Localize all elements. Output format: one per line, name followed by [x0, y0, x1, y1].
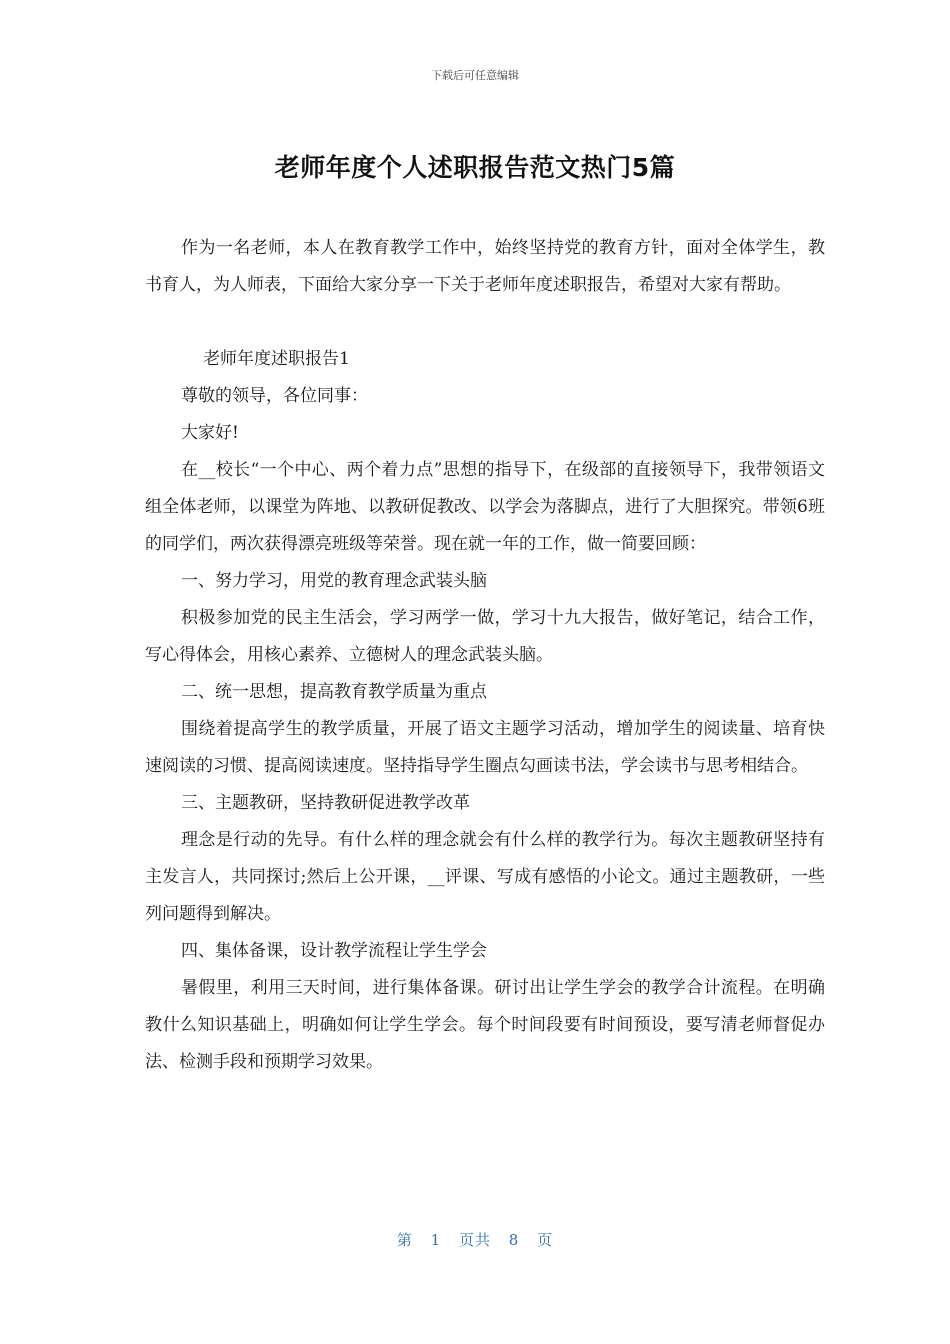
body-paragraph: 在__校长“一个中心、两个着力点”思想的指导下，在级部的直接领导下，我带领语文组全体老师，以课堂为阵地、以教研促教改、以学会为落脚点，进行了大胆探究。带领6班的同学们，两次获得漂亮班级等荣誉。现在就一年的工作，做一简要回顾：: [145, 460, 825, 554]
page-footer: [0, 1229, 950, 1250]
greeting: 大家好!: [181, 423, 239, 443]
footer-page-number: 1: [430, 1231, 442, 1249]
body-paragraph: 理念是行动的先导。有什么样的理念就会有什么样的教学行为。每次主题教研坚持有主发言人，共同探讨;然后上公开课，__评课、写成有感悟的小论文。通过主题教研，一些列问题得到解决。: [145, 830, 825, 924]
body-paragraph: 积极参加党的民主生活会，学习两学一做，学习十九大报告，做好笔记，结合工作，写心得体会，用核心素养、立德树人的理念武装头脑。: [145, 608, 825, 665]
section-spacer: [145, 304, 825, 341]
footer-middle: 页共: [458, 1231, 491, 1249]
document-body: [145, 230, 825, 1081]
section-heading: 三、主题教研，坚持教研促进教学改革: [181, 793, 470, 813]
body-paragraph: 围绕着提高学生的教学质量，开展了语文主题学习活动，增加学生的阅读量、培育快速阅读的习惯、提高阅读速度。坚持指导学生圈点勾画读书法，学会读书与思考相结合。: [145, 719, 825, 776]
salutation: 尊敬的领导，各位同事：: [181, 386, 368, 406]
body-paragraph: 暑假里，利用三天时间，进行集体备课。研讨出让学生学会的教学合计流程。在明确教什么知识基础上，明确如何让学生学会。每个时间段要有时间预设，要写清老师督促办法、检测手段和预期学习效果。: [145, 978, 825, 1072]
intro-paragraph: 作为一名老师，本人在教育教学工作中，始终坚持党的教育方针，面对全体学生，教书育人，为人师表，下面给大家分享一下关于老师年度述职报告，希望对大家有帮助。: [145, 238, 825, 295]
footer-total-pages: 8: [508, 1231, 520, 1249]
footer-prefix: 第: [396, 1231, 413, 1249]
section-heading: 四、集体备课，设计教学流程让学生学会: [181, 941, 487, 961]
section-heading: 一、努力学习，用党的教育理念武装头脑: [181, 571, 487, 591]
document-title: 老师年度个人述职报告范文热门5篇: [274, 153, 676, 182]
section-heading: 二、统一思想，提高教育教学质量为重点: [181, 682, 487, 702]
report-title: 老师年度述职报告1: [203, 349, 350, 369]
footer-suffix: 页: [537, 1231, 554, 1249]
header-note: 下载后可任意编辑: [431, 69, 519, 82]
